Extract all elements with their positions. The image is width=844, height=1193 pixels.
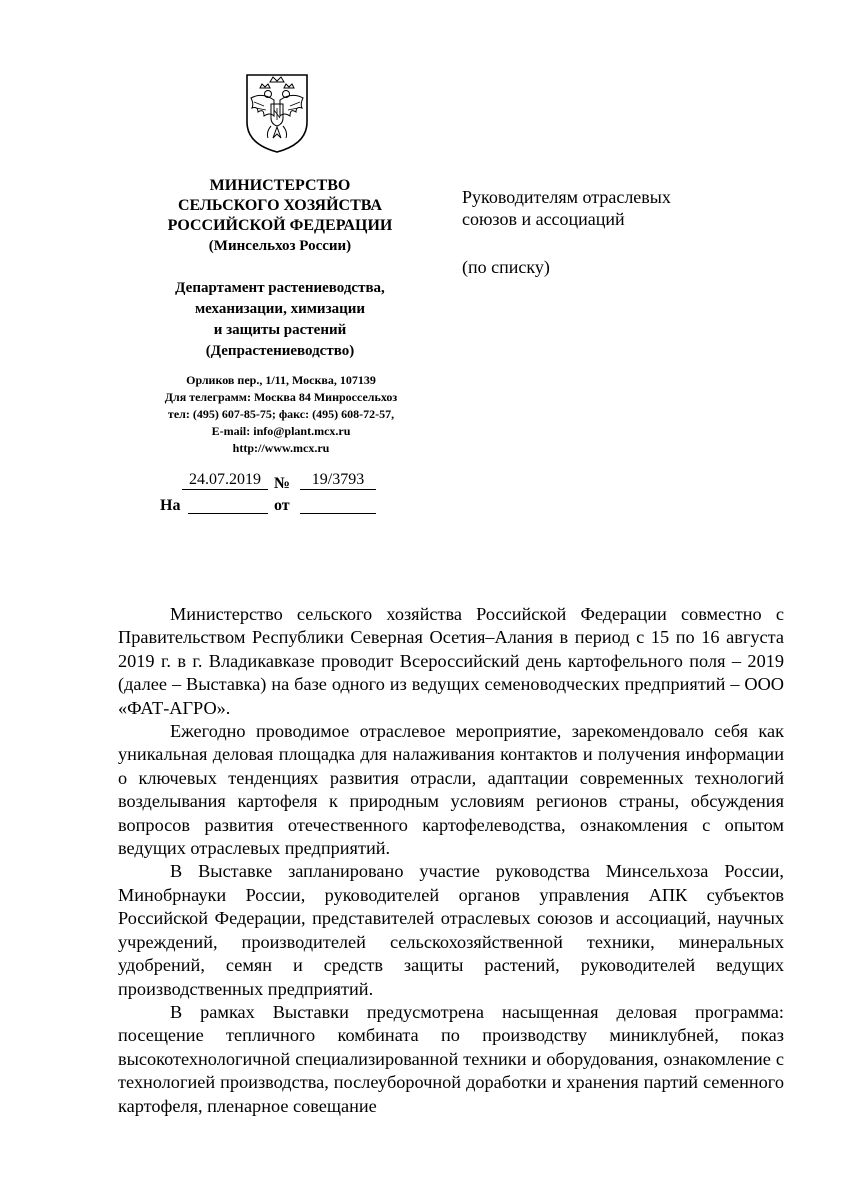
telegram-address: Для телеграмм: Москва 84 Минроссельхоз	[164, 390, 398, 404]
ministry-line-3: РОССИЙСКОЙ ФЕДЕРАЦИИ	[167, 217, 393, 234]
reference-label: На	[160, 497, 181, 514]
ministry-name-block	[140, 176, 420, 256]
reference-field	[188, 494, 268, 514]
reference-row	[160, 494, 390, 518]
phone-fax: тел: (495) 607-85-75; факс: (495) 608-72-57,	[167, 407, 395, 421]
email: E-mail: info@plant.mcx.ru	[211, 424, 351, 438]
letter-body	[118, 603, 784, 1118]
from-label: от	[274, 497, 290, 514]
document-date: 24.07.2019	[182, 470, 268, 490]
ministry-line-1: МИНИСТЕРСТВО	[209, 177, 351, 194]
recipient-line-1: Руководителям отраслевых	[462, 187, 671, 207]
document-number: 19/3793	[300, 470, 376, 490]
department-name-block	[140, 278, 420, 362]
department-line-3: и защиты растений	[213, 322, 347, 338]
department-line-2: механизации, химизации	[194, 301, 366, 317]
paragraph-2: Ежегодно проводимое отраслевое мероприятие, зарекомендовало себя как уникальная деловая площадка для налаживания контактов и получения информации о ключевых тенденциях развития отрасли, адаптации современных технологий возделывания картофеля к природным условиям регионов страны, обсуждения вопросов развития отечественного картофелеводства, ознакомления с опытом ведущих отраслевых предприятий.	[118, 721, 784, 859]
recipient-block	[462, 186, 782, 278]
registration-row	[160, 470, 390, 494]
department-line-1: Департамент растениеводства,	[175, 280, 385, 296]
paragraph-1: Министерство сельского хозяйства Российской Федерации совместно с Правительством Республики Северная Осетия–Алания в период с 15 по 16 августа 2019 г. в г. Владикавказе проводит Всероссийский день картофельного поля – 2019 (далее – Выставка) на базе одного из ведущих семеноводческих предприятий – ООО «ФАТ-АГРО».	[118, 604, 784, 718]
contacts-block	[134, 372, 428, 457]
paragraph-3: В Выставке запланировано участие руководства Минсельхоза России, Минобрнауки России, руководителей органов управления АПК субъектов Российской Федерации, представителей отраслевых союзов и ассоциаций, научных учреждений, производителей сельскохозяйственной техники, минеральных удобрений, семян и средств защиты растений, руководителей ведущих производственных предприятий.	[118, 861, 784, 999]
ministry-short-name: (Минсельхоз России)	[208, 238, 352, 254]
number-label: №	[274, 475, 291, 492]
registration-block	[160, 470, 390, 518]
coat-of-arms-emblem	[244, 72, 310, 154]
ministry-line-2: СЕЛЬСКОГО ХОЗЯЙСТВА	[177, 197, 382, 214]
address: Орликов пер., 1/11, Москва, 107139	[186, 373, 376, 387]
recipient-line-2: союзов и ассоциаций	[462, 209, 625, 229]
department-short-name: (Депрастениеводство)	[205, 343, 355, 359]
paragraph-4: В рамках Выставки предусмотрена насыщенная деловая программа: посещение тепличного комбината по производству миниклубней, показ высокотехнологичной специализированной техники и оборудования, ознакомление с технологией производства, послеуборочной доработки и хранения партий семенного картофеля, пленарное совещание	[118, 1001, 784, 1116]
from-field	[300, 494, 376, 514]
recipient-line-3: (по списку)	[462, 257, 550, 277]
website: http://www.mcx.ru	[232, 441, 330, 455]
